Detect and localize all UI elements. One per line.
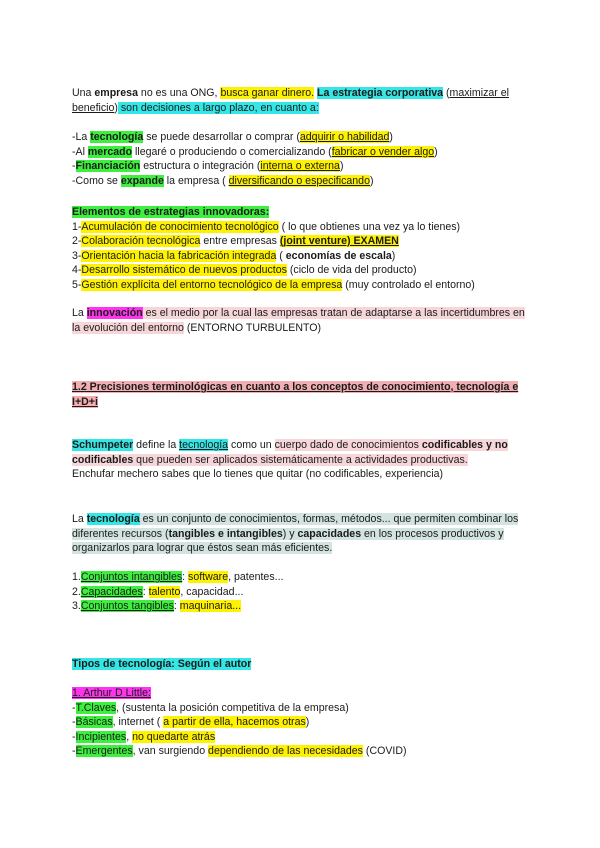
innovation-paragraph: La innovación es el medio por la cual las empresas tratan de adaptarse a las incertidumbres en la evolución del entorno (ENTORNO TURBULENTO) xyxy=(72,307,525,334)
list-item: 4-Desarrollo sistemático de nuevos productos (ciclo de vida del producto) xyxy=(72,264,417,276)
types-list xyxy=(72,686,532,759)
list-item: -Incipientes, no quedarte atrás xyxy=(72,730,216,743)
list-item: 5-Gestión explícita del entorno tecnológico de la empresa (muy controlado el entorno) xyxy=(72,278,475,291)
list-item: 2.Capacidades: talento, capacidad... xyxy=(72,585,244,598)
sets-list xyxy=(72,570,532,614)
author-heading: 1. Arthur D Little: xyxy=(72,687,151,699)
list-item: -Básicas, internet ( a partir de ella, hacemos otras) xyxy=(72,716,310,728)
schumpeter-paragraph: Schumpeter define la tecnología como un cuerpo dado de conocimientos codificables y no codificables que pueden ser aplicados sistemáticamente a actividades productivas. Enchufar mechero sabes que lo tienes que quitar (no codificables, experiencia) xyxy=(72,439,508,480)
intro-paragraph: Una empresa no es una ONG, busca ganar dinero. La estrategia corporativa (maximizar el beneficio) son decisiones a largo plazo, en cuanto a: xyxy=(72,87,509,114)
elements-title: Elementos de estrategias innovadoras: xyxy=(72,206,270,218)
list-item: -T.Claves, (sustenta la posición competitiva de la empresa) xyxy=(72,701,349,714)
list-item: -Emergentes, van surgiendo dependiendo de las necesidades (COVID) xyxy=(72,745,407,757)
list-item: 3.Conjuntos tangibles: maquinaria... xyxy=(72,600,242,612)
list-item: 2-Colaboración tecnológica entre empresas (joint venture) EXAMEN xyxy=(72,235,399,247)
types-title: Tipos de tecnología: Según el autor xyxy=(72,658,252,670)
list-item: 1.Conjuntos intangibles: software, patentes... xyxy=(72,571,284,583)
technology-paragraph: La tecnología es un conjunto de conocimientos, formas, métodos... que permiten combinar los diferentes recursos (tangibles e intangibles) y capacidades en los procesos productivos y organizarlos para lograr que éstos sean más eficientes. xyxy=(72,513,519,554)
list-item: 1-Acumulación de conocimiento tecnológico ( lo que obtienes una vez ya lo tienes) xyxy=(72,220,461,233)
list-item: 3-Orientación hacia la fabricación integrada ( economías de escala) xyxy=(72,249,396,262)
list-item: -Al mercado llegaré o produciendo o comercializando (fabricar o vender algo) xyxy=(72,145,438,158)
list-item: -Como se expande la empresa ( diversificando o especificando) xyxy=(72,174,374,187)
section-heading: 1.2 Precisiones terminológicas en cuanto a los conceptos de conocimiento, tecnología e I+D+i xyxy=(72,381,519,408)
list-item: -La tecnología se puede desarrollar o comprar (adquirir o habilidad) xyxy=(72,131,393,143)
list-item: -Financiación estructura o integración (interna o externa) xyxy=(72,160,344,172)
elements-block xyxy=(72,205,532,292)
strategy-list xyxy=(72,130,532,188)
